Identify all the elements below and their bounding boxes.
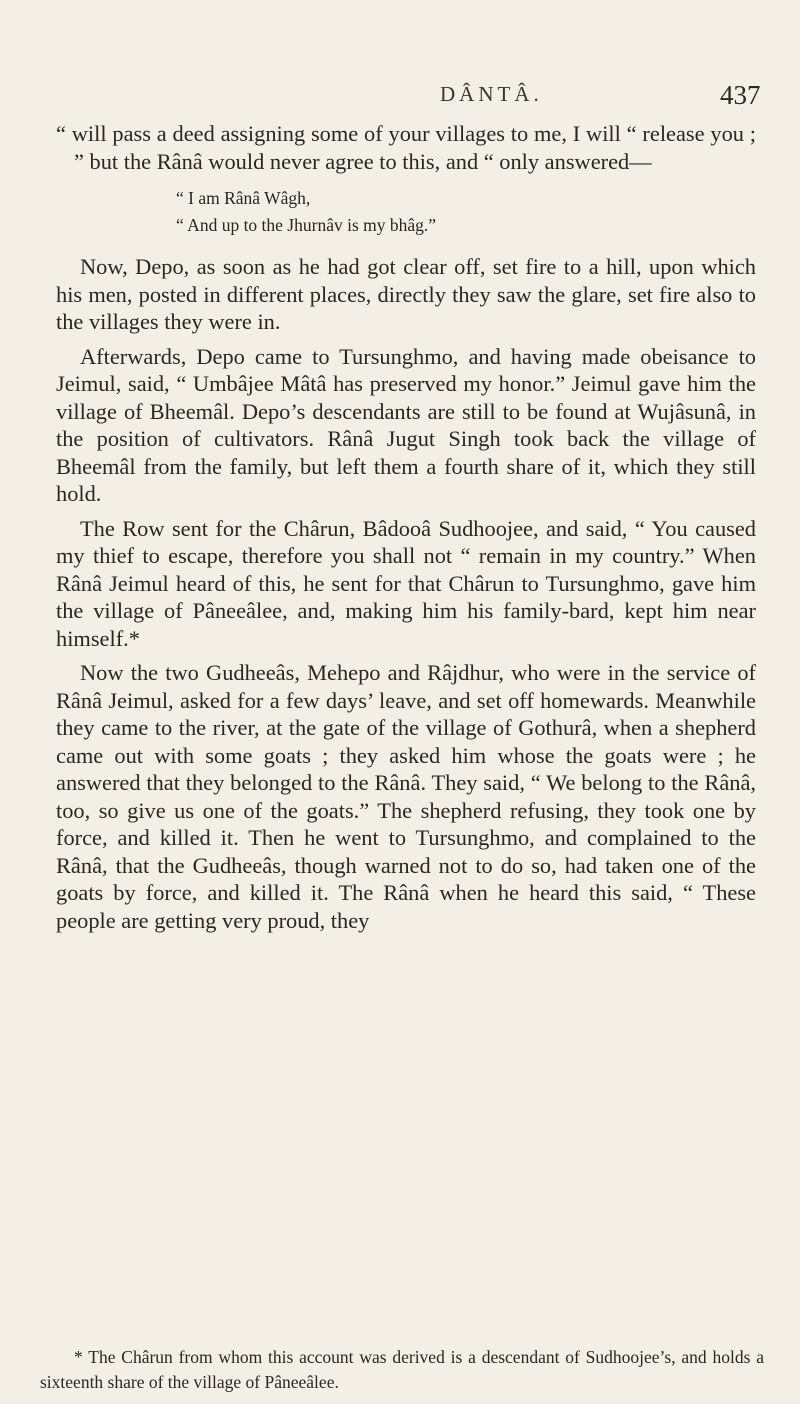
body-text — [56, 120, 756, 934]
paragraph-continuation: “ will pass a deed assigning some of your villages to me, I will “ release you ; ” but the Rânâ would never agree to this, and “ only answered— — [56, 121, 756, 174]
running-title: DÂNTÂ. — [440, 82, 543, 106]
paragraph-gudheeas: Now the two Gudheeâs, Mehepo and Râjdhur, who were in the service of Rânâ Jeimul, asked for a few days’ leave, and set off homewards. Meanwhile they came to the river, at the gate of the village of Gothurâ, when a shepherd came out with some goats ; they asked him whose the goats were ; he answered that they belonged to the Rânâ. They said, “ We belong to the Rânâ, too, so give us one of the goats.” The shepherd refusing, they took one by force, and killed it. Then he went to Tursunghmo, and complained to the Rânâ, that the Gudheeâs, though warned not to do so, had taken one of the goats by force, and killed it. The Rânâ when he heard this said, “ These people are getting very proud, they — [56, 660, 756, 933]
verse-quote — [176, 185, 756, 239]
paragraph-depo-obeisance: Afterwards, Depo came to Tursunghmo, and having made obeisance to Jeimul, said, “ Umbâjee Mâtâ has preserved my honor.” Jeimul gave him the village of Bheemâl. Depo’s descendants are still to be found at Wujâsunâ, in the position of cultivators. Rânâ Jugut Singh took back the village of Bheemâl from the family, but left them a fourth share of it, which they still hold. — [56, 343, 756, 506]
footnote: * The Chârun from whom this account was derived is a descendant of Sudhoojee’s, and holds a sixteenth share of the village of Pâneeâlee. — [40, 1347, 764, 1392]
running-head — [0, 82, 800, 122]
verse-line-2: “ And up to the Jhurnâv is my bhâg.” — [176, 215, 437, 235]
paragraph-charun: The Row sent for the Chârun, Bâdooâ Sudhoojee, and said, “ You caused my thief to escape, therefore you shall not “ remain in my country.” When Rânâ Jeimul heard of this, he sent for that Chârun to Tursunghmo, gave him the village of Pâneeâlee, and, making him his family-bard, kept him near himself.* — [56, 515, 756, 651]
page-number: 437 — [720, 80, 761, 110]
verse-line-1: “ I am Rânâ Wâgh, — [176, 188, 311, 208]
paragraph-depo-fire: Now, Depo, as soon as he had got clear off, set fire to a hill, upon which his men, posted in different places, directly they saw the glare, set fire also to the villages they were in. — [56, 254, 756, 334]
